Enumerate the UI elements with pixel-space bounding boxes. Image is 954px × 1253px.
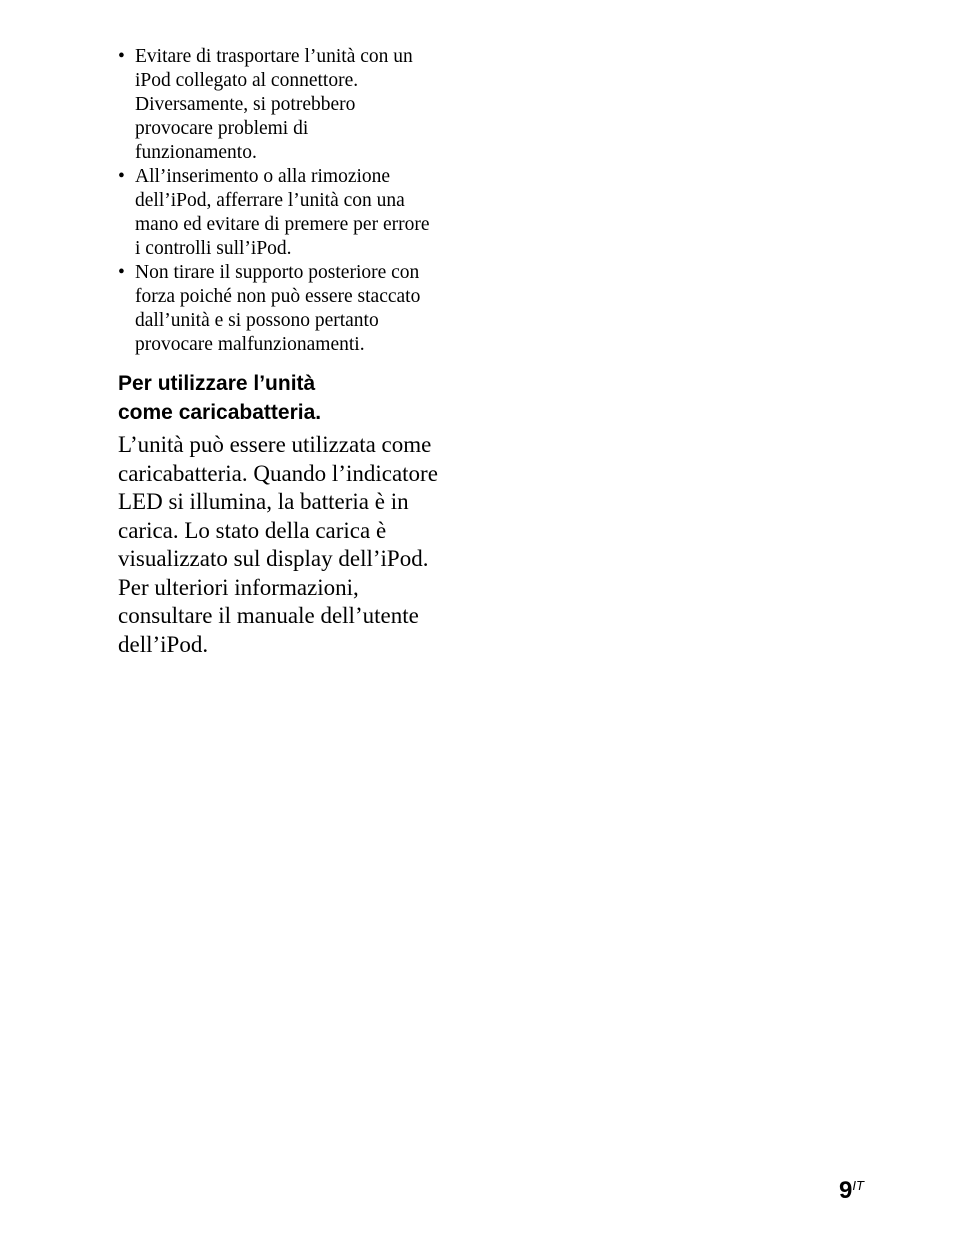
body-line: carica. Lo stato della carica è xyxy=(118,517,387,543)
section-heading xyxy=(118,369,458,427)
page-language-code: IT xyxy=(852,1177,864,1193)
bullet-icon: • xyxy=(118,262,125,283)
bullet-text-line: dell’iPod, afferrare l’unità con una xyxy=(135,190,405,211)
bullet-text-line: mano ed evitare di premere per errore xyxy=(135,214,430,235)
bullet-text-line: provocare malfunzionamenti. xyxy=(135,334,365,355)
bullet-text-line: Non tirare il supporto posteriore con xyxy=(135,262,420,283)
bullet-icon: • xyxy=(118,46,125,67)
bullet-text-line: dall’unità e si possono pertanto xyxy=(135,310,379,331)
content-column xyxy=(118,45,458,659)
bullet-list xyxy=(118,45,458,357)
bullet-text-line: Evitare di trasportare l’unità con un xyxy=(135,46,413,67)
body-line: dell’iPod. xyxy=(118,631,209,657)
page-number xyxy=(839,1177,864,1205)
heading-line: come caricabatteria. xyxy=(118,401,322,424)
bullet-text-line: iPod collegato al connettore. xyxy=(135,70,359,91)
body-line: visualizzato sul display dell’iPod. xyxy=(118,546,429,571)
body-line: Per ulteriori informazioni, xyxy=(118,574,359,600)
heading-line: Per utilizzare l’unità xyxy=(118,372,316,395)
page-number-value: 9 xyxy=(839,1177,853,1204)
body-line: caricabatteria. Quando l’indicatore xyxy=(118,460,438,486)
bullet-text-line: forza poiché non può essere staccato xyxy=(135,286,421,307)
bullet-item xyxy=(118,261,458,357)
body-line: consultare il manuale dell’utente xyxy=(118,603,419,628)
section-body xyxy=(118,431,458,659)
bullet-text-line: All’inserimento o alla rimozione xyxy=(135,166,391,187)
bullet-item xyxy=(118,165,458,261)
bullet-text-line: provocare problemi di xyxy=(135,118,309,139)
body-line: LED si illumina, la batteria è in xyxy=(118,489,409,514)
bullet-item xyxy=(118,45,458,165)
bullet-text-line: funzionamento. xyxy=(135,142,257,163)
bullet-icon: • xyxy=(118,166,125,187)
body-line: L’unità può essere utilizzata come xyxy=(118,432,432,457)
bullet-text-line: i controlli sull’iPod. xyxy=(135,238,292,259)
bullet-text-line: Diversamente, si potrebbero xyxy=(135,94,356,115)
